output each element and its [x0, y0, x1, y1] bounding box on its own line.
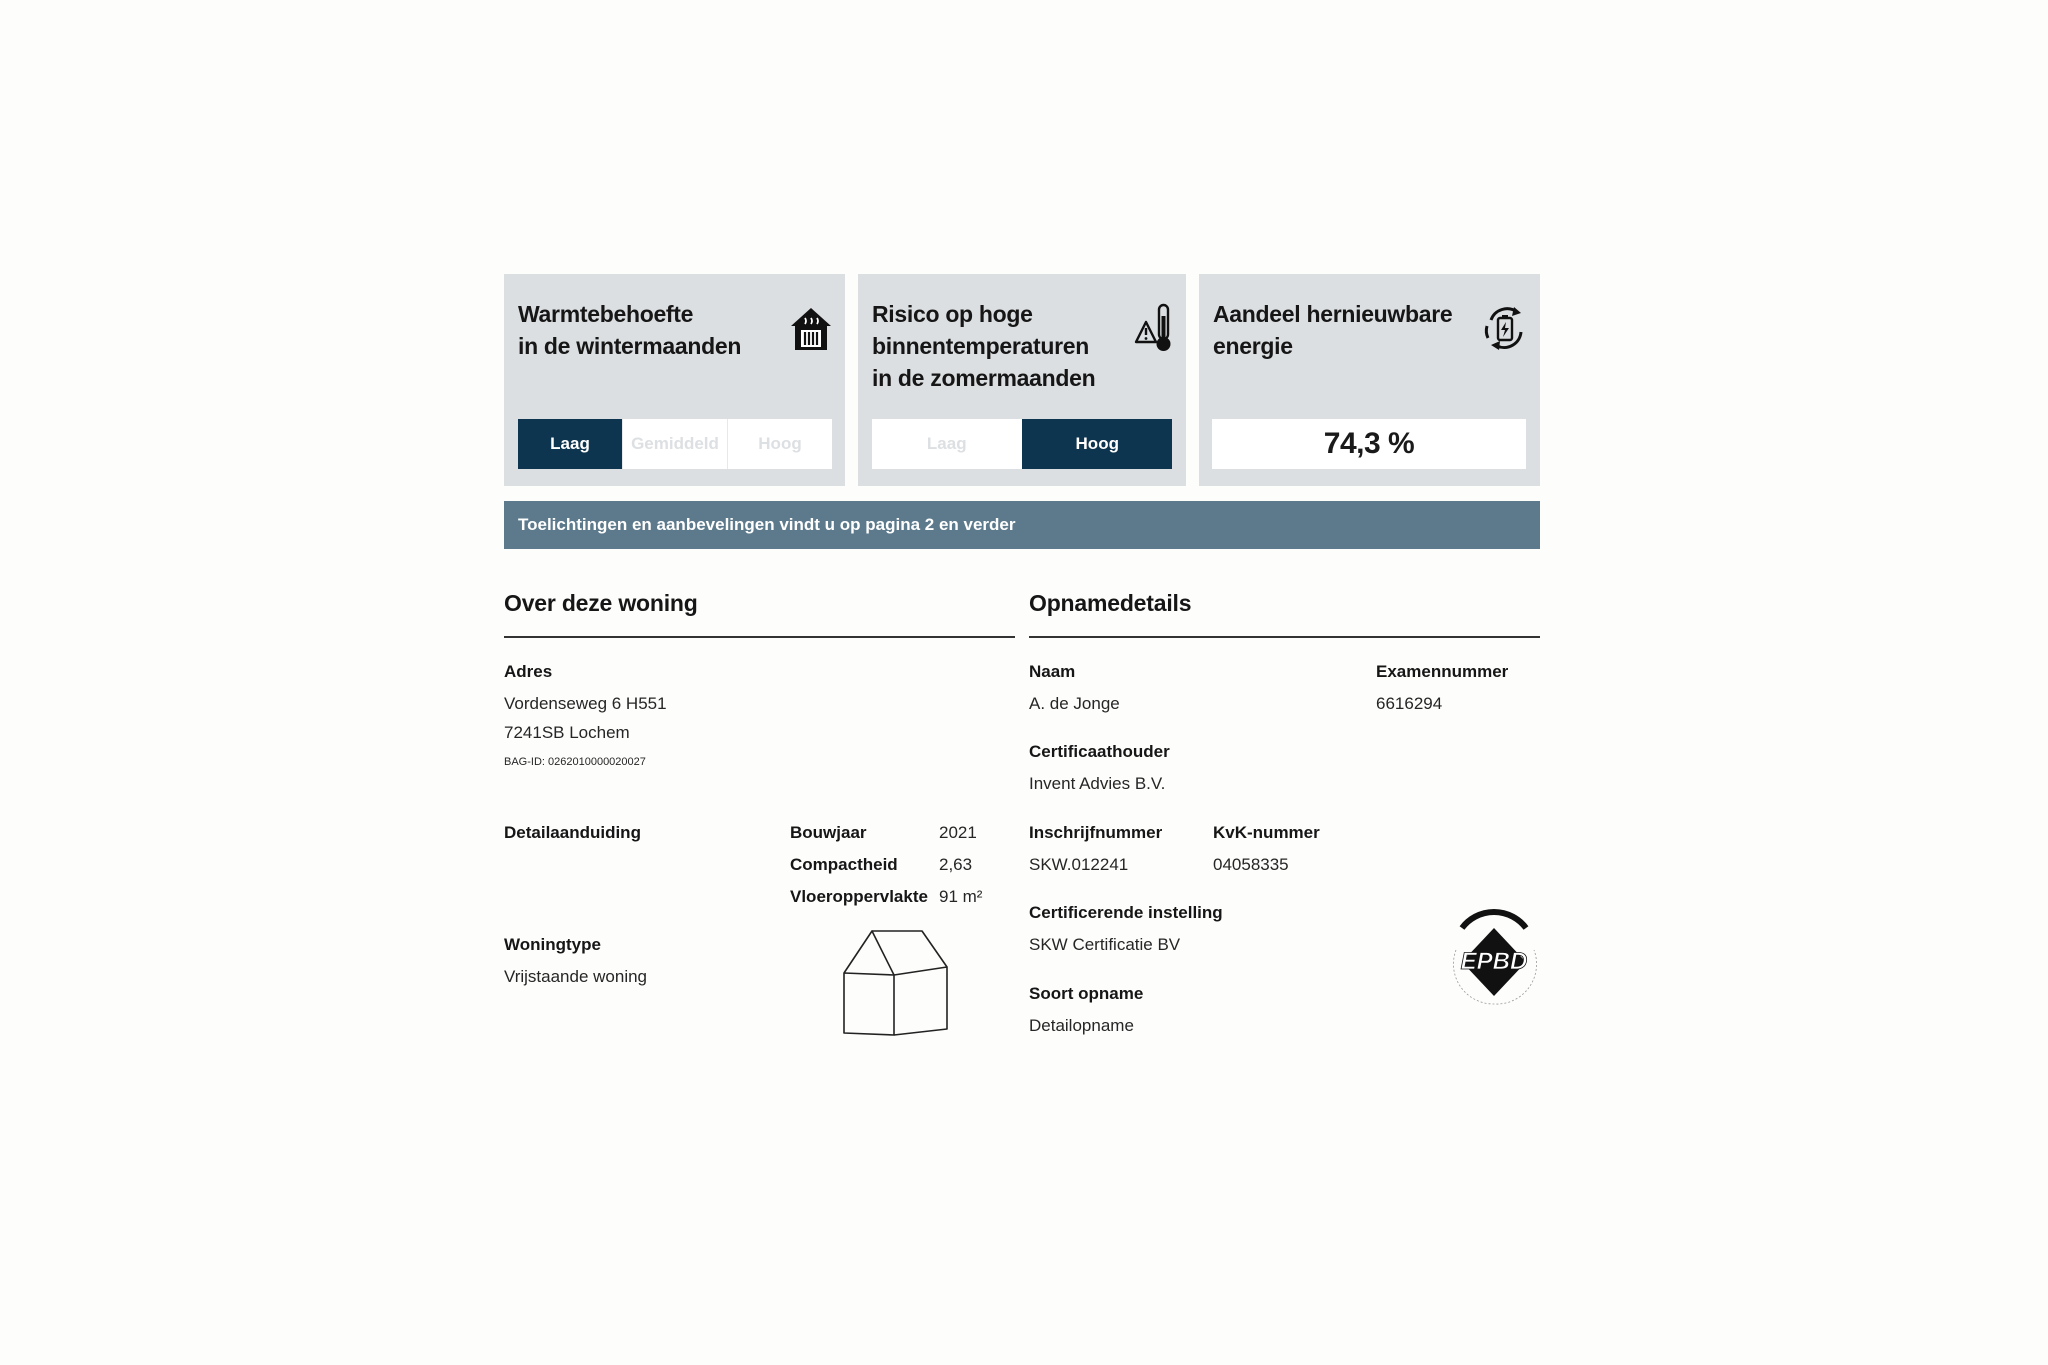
overheating-scale	[872, 419, 1172, 469]
soort-opname-value: Detailopname	[1029, 1016, 1134, 1035]
naam-value: A. de Jonge	[1029, 694, 1120, 713]
certificerende-instelling-value: SKW Certificatie BV	[1029, 935, 1181, 954]
section-title-woning: Over deze woning	[504, 590, 698, 616]
section-rule-opname	[1029, 636, 1540, 638]
epbd-logo-text: EPBD	[1460, 948, 1528, 975]
heat-option-gemiddeld: Gemiddeld	[622, 419, 727, 469]
info-banner: Toelichtingen en aanbevelingen vindt u op pagina 2 en verder	[504, 501, 1540, 549]
kvk-label: KvK-nummer	[1213, 823, 1320, 842]
examennummer-value: 6616294	[1376, 694, 1443, 713]
adres-line2: 7241SB Lochem	[504, 723, 630, 742]
certificerende-instelling-label: Certificerende instelling	[1029, 903, 1223, 922]
section-rule-woning	[504, 636, 1015, 638]
woningtype-value: Vrijstaande woning	[504, 967, 648, 986]
inschrijfnummer-label: Inschrijfnummer	[1029, 823, 1163, 842]
detached-house-icon	[842, 929, 952, 1037]
compactheid-label: Compactheid	[790, 855, 898, 874]
heat-option-hoog: Hoog	[727, 419, 832, 469]
naam-label: Naam	[1029, 662, 1076, 681]
overheat-option-hoog: Hoog	[1022, 419, 1173, 469]
overheat-option-laag: Laag	[926, 434, 967, 453]
certificaathouder-label: Certificaathouder	[1029, 742, 1170, 761]
bouwjaar-value: 2021	[939, 823, 977, 842]
renewable-share-value: 74,3 %	[1212, 419, 1526, 469]
card-overheating-title: Risico op hoge binnentemperaturen in de zomermaanden	[872, 301, 1096, 391]
card-overheating-risk	[858, 274, 1186, 486]
energy-label-summary	[504, 274, 1540, 1054]
vloeroppervlakte-value: 91 m²	[939, 887, 983, 906]
heat-demand-scale	[518, 419, 832, 469]
inschrijfnummer-value: SKW.012241	[1029, 855, 1129, 874]
bouwjaar-label: Bouwjaar	[790, 823, 867, 842]
section-title-opname: Opnamedetails	[1029, 590, 1192, 616]
house-heating-icon	[787, 302, 835, 354]
renewable-energy-cycle-icon	[1481, 302, 1529, 354]
certificaathouder-value: Invent Advies B.V.	[1029, 774, 1166, 793]
detail-label: Detailaanduiding	[504, 823, 641, 842]
card-renewable-title: Aandeel hernieuwbare energie	[1213, 301, 1453, 359]
woningtype-label: Woningtype	[504, 935, 601, 954]
thermometer-warning-icon	[1134, 302, 1182, 354]
compactheid-value: 2,63	[939, 855, 973, 874]
adres-line1: Vordenseweg 6 H551	[504, 694, 667, 713]
adres-label: Adres	[504, 662, 553, 681]
card-renewable-share	[1199, 274, 1540, 486]
kvk-value: 04058335	[1213, 855, 1289, 874]
heat-option-laag: Laag	[518, 419, 622, 469]
examennummer-label: Examennummer	[1376, 662, 1509, 681]
soort-opname-label: Soort opname	[1029, 984, 1144, 1003]
card-heat-demand-title: Warmtebehoefte in de wintermaanden	[518, 301, 742, 359]
card-heat-demand	[504, 274, 845, 486]
bag-id: BAG-ID: 0262010000020027	[504, 756, 646, 768]
epbd-logo	[1448, 906, 1540, 1016]
vloeroppervlakte-label: Vloeroppervlakte	[790, 887, 928, 906]
